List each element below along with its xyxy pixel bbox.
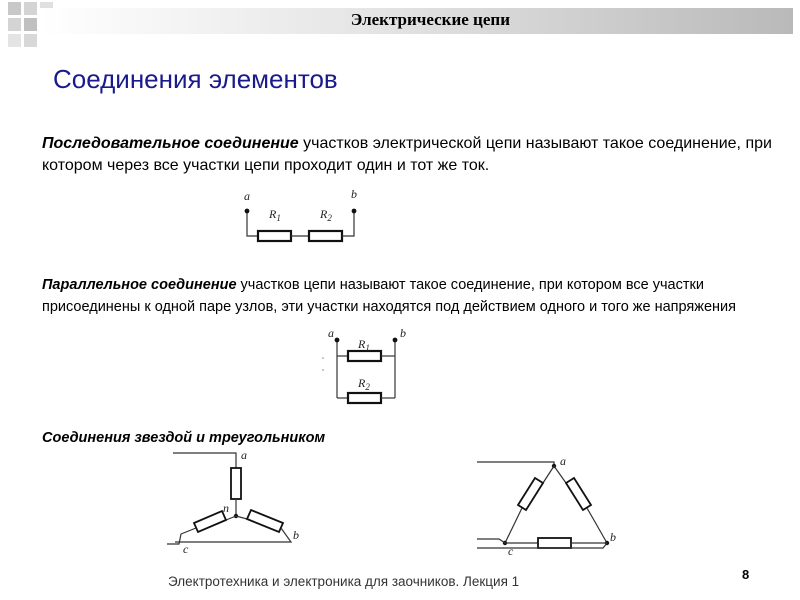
delta-circuit-diagram: [475, 450, 625, 560]
delta-node-b-label: b: [610, 530, 616, 544]
delta-node-a-label: a: [560, 454, 566, 468]
parallel-node-a-label: a: [328, 326, 334, 340]
parallel-definition: [42, 275, 762, 318]
header-title: Электрические цепи: [350, 10, 510, 29]
star-node-b-label: b: [293, 528, 299, 542]
series-r1-label: $R_1$: [269, 207, 281, 223]
parallel-r1-label: $R_1$: [358, 337, 370, 353]
parallel-text: участков цепи называют такое соединение, при котором все участки присоединены к одной паре узлов, эти участки находятся под действием одного и того же напряжения: [42, 277, 737, 315]
series-term: Последовательное соединение: [42, 135, 299, 152]
page-number: 8: [742, 567, 750, 582]
series-node-a-label: a: [244, 189, 250, 203]
parallel-circuit-diagram: [315, 325, 415, 410]
star-node-a-label: a: [241, 448, 247, 462]
star-delta-heading: Соединения звездой и треугольником: [42, 430, 326, 446]
series-node-b-label: b: [351, 187, 357, 201]
series-text: участков электрической цепи называют такое соединение, при котором через все участки цепи проходит один и тот же ток.: [42, 135, 772, 174]
parallel-node-b-label: b: [400, 326, 406, 340]
parallel-r2-label: $R_2$: [358, 376, 370, 392]
series-definition: [42, 133, 787, 177]
series-circuit-diagram: [235, 188, 365, 248]
slide-title: Соединения элементов: [53, 64, 338, 94]
footer-text: Электротехника и электроника для заочников. Лекция 1: [168, 574, 520, 589]
star-circuit-diagram: [165, 450, 310, 560]
star-node-c-label: c: [183, 542, 189, 556]
parallel-term: Параллельное соединение: [42, 277, 237, 293]
delta-node-c-label: c: [508, 544, 514, 558]
series-r2-label: $R_2$: [320, 207, 332, 223]
star-node-n-label: n: [223, 501, 229, 515]
